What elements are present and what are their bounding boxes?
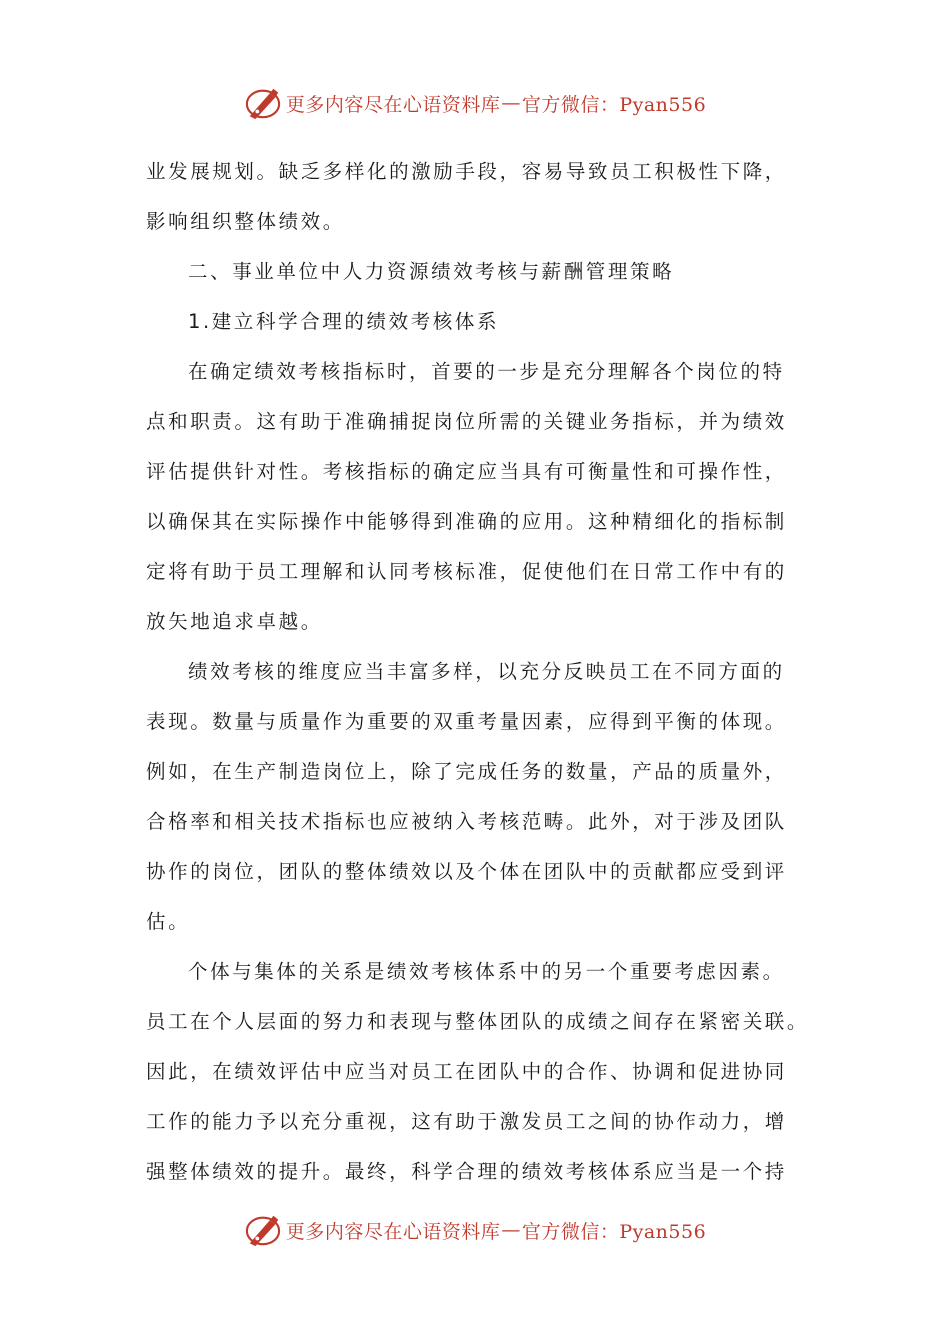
text-line: 例如，在生产制造岗位上，除了完成任务的数量，产品的质量外， [146, 760, 787, 783]
text-line: 强整体绩效的提升。最终，科学合理的绩效考核体系应当是一个持 [146, 1160, 787, 1183]
watermark-text: 更多内容尽在心语资料库 [285, 93, 501, 116]
watermark-suffix: 官方微信：Pyan556 [521, 93, 707, 116]
text-line: 因此，在绩效评估中应当对员工在团队中的合作、协调和促进协同 [146, 1060, 787, 1083]
text-line: 协作的岗位，团队的整体绩效以及个体在团队中的贡献都应受到评 [146, 860, 787, 883]
text-line: 合格率和相关技术指标也应被纳入考核范畴。此外，对于涉及团队 [146, 810, 787, 833]
watermark-suffix: 官方微信：Pyan556 [521, 1220, 707, 1243]
text-line: 放矢地追求卓越。 [146, 610, 323, 633]
text-line: 个体与集体的关系是绩效考核体系中的另一个重要考虑因素。 [188, 960, 785, 983]
text-line: 定将有助于员工理解和认同考核标准，促使他们在日常工作中有的 [146, 560, 787, 583]
text-line: 表现。数量与质量作为重要的双重考量因素，应得到平衡的体现。 [146, 710, 787, 733]
subsection-heading: 1.建立科学合理的绩效考核体系 [188, 310, 500, 333]
text-line: 员工在个人层面的努力和表现与整体团队的成绩之间存在紧密关联。 [146, 1010, 810, 1033]
pen-nib-icon [244, 85, 282, 121]
text-line: 点和职责。这有助于准确捕捉岗位所需的关键业务指标，并为绩效 [146, 410, 787, 433]
text-line: 以确保其在实际操作中能够得到准确的应用。这种精细化的指标制 [146, 510, 787, 533]
text-line: 估。 [146, 910, 191, 933]
text-line: 业发展规划。缺乏多样化的激励手段，容易导致员工积极性下降， [146, 160, 787, 183]
pen-nib-icon [244, 1212, 282, 1248]
text-line: 绩效考核的维度应当丰富多样，以充分反映员工在不同方面的 [188, 660, 785, 683]
watermark-footer [0, 1210, 950, 1250]
text-line: 影响组织整体绩效。 [146, 210, 345, 233]
watermark-text: 更多内容尽在心语资料库 [285, 1220, 501, 1243]
text-line: 工作的能力予以充分重视，这有助于激发员工之间的协作动力，增 [146, 1110, 787, 1133]
text-line: 评估提供针对性。考核指标的确定应当具有可衡量性和可操作性， [146, 460, 787, 483]
text-line: 在确定绩效考核指标时，首要的一步是充分理解各个岗位的特 [188, 360, 785, 383]
watermark-separator: — [501, 92, 521, 114]
watermark-header [0, 83, 950, 123]
watermark-separator: — [501, 1219, 521, 1241]
document-body [146, 147, 810, 1197]
section-heading: 二、事业单位中人力资源绩效考核与薪酬管理策略 [188, 260, 675, 283]
